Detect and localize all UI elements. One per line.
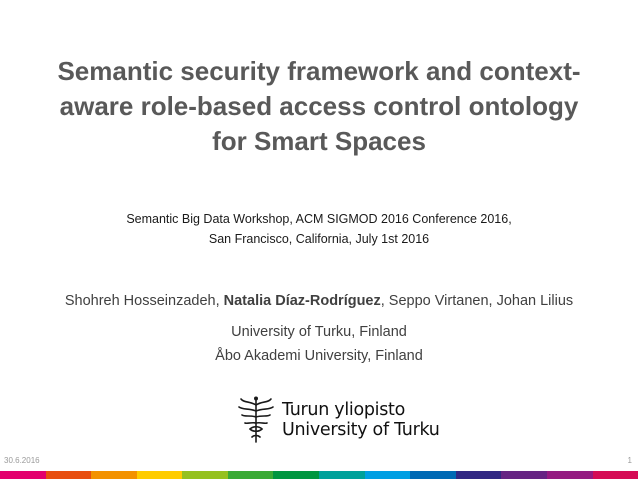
slide-title: [20, 54, 618, 159]
conference-info: [0, 209, 638, 249]
presenting-author: Natalia Díaz-Rodríguez: [223, 293, 381, 309]
conference-line-2: San Francisco, California, July 1st 2016: [208, 232, 430, 246]
color-stripe-segment: [547, 471, 593, 479]
affiliation-abo-akademi: Åbo Akademi University, Finland: [215, 348, 423, 364]
color-stripe-segment: [0, 471, 46, 479]
authors-after: , Seppo Virtanen, Johan Lilius: [380, 293, 574, 309]
color-stripe-segment: [91, 471, 137, 479]
color-stripe-segment: [593, 471, 638, 479]
title-line-1: Semantic security framework and context-: [57, 56, 581, 86]
title-line-2: aware role-based access control ontology: [59, 91, 579, 121]
title-line-3: for Smart Spaces: [212, 126, 426, 156]
conference-line-1: Semantic Big Data Workshop, ACM SIGMOD 2016 Conference 2016,: [126, 212, 512, 226]
authors-before: Shohreh Hosseinzadeh,: [64, 293, 224, 309]
page-number: 1: [627, 456, 632, 465]
color-stripe-segment: [456, 471, 502, 479]
logo-text: [282, 400, 440, 440]
color-stripe-segment: [46, 471, 92, 479]
color-stripe-segment: [273, 471, 319, 479]
color-stripe-bar: [0, 471, 638, 479]
color-stripe-segment: [228, 471, 274, 479]
logo-line-finnish: Turun yliopisto: [282, 400, 406, 420]
color-stripe-segment: [182, 471, 228, 479]
color-stripe-segment: [319, 471, 365, 479]
color-stripe-segment: [365, 471, 411, 479]
color-stripe-segment: [501, 471, 547, 479]
color-stripe-segment: [410, 471, 456, 479]
university-emblem-icon: [236, 395, 276, 445]
footer-date: 30.6.2016: [4, 456, 40, 465]
logo-line-english: University of Turku: [282, 420, 440, 440]
affiliation-turku: University of Turku, Finland: [231, 324, 407, 340]
author-list: [0, 291, 638, 311]
color-stripe-segment: [137, 471, 183, 479]
university-logo: [236, 394, 440, 446]
